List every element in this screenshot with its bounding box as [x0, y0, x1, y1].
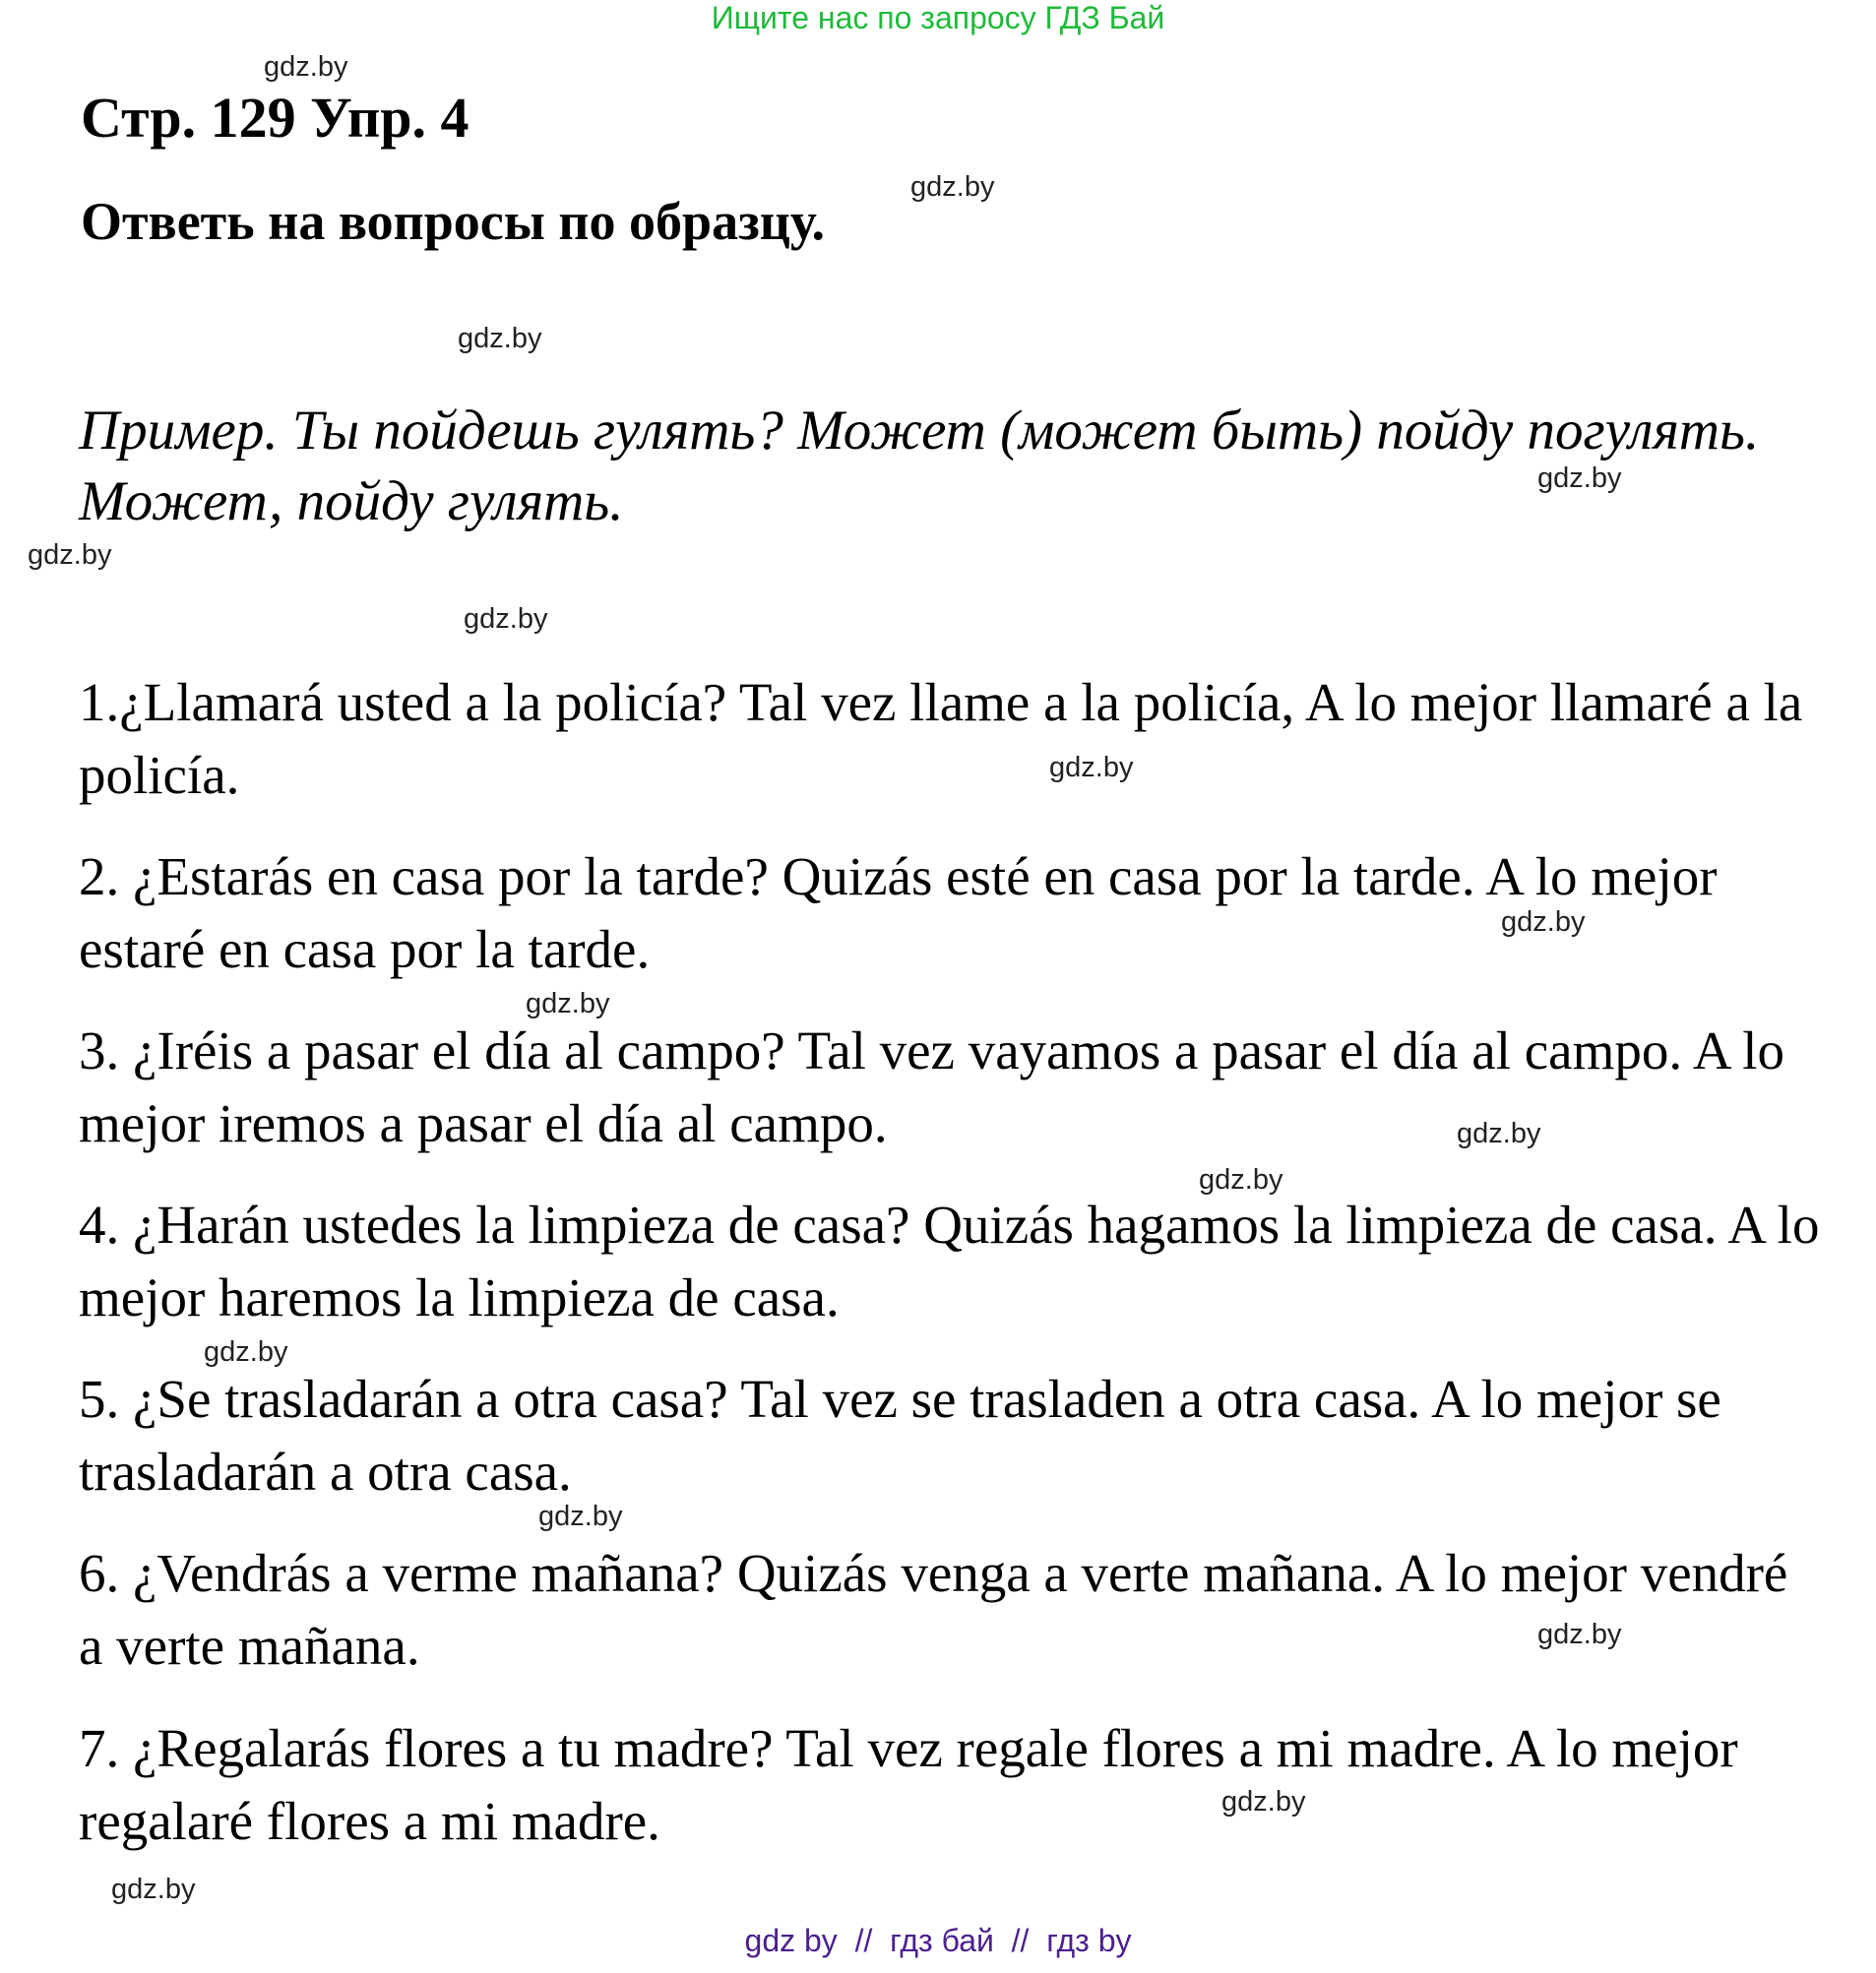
task-instruction: Ответь на вопросы по образцу.	[81, 192, 825, 251]
watermark: gdz.by	[526, 988, 610, 1019]
watermark: gdz.by	[1501, 906, 1586, 938]
watermark: gdz.by	[1049, 752, 1134, 783]
answer-item: 5. ¿Se trasladarán a otra casa? Tal vez se trasladen a otra casa. A lo mejor se trasladarán a otra casa.	[79, 1369, 1721, 1502]
watermark: gdz.by	[111, 1874, 196, 1905]
watermark: gdz.by	[1537, 462, 1622, 494]
watermark: gdz.by	[1199, 1164, 1283, 1196]
watermark: gdz.by	[264, 51, 348, 83]
watermark: gdz.by	[458, 323, 542, 354]
watermark: gdz.by	[28, 539, 112, 571]
watermark: gdz.by	[464, 603, 548, 635]
watermark: gdz.by	[1221, 1786, 1306, 1818]
example-text: Пример. Ты пойдешь гулять? Может (может быть) пойду погулять. Может, пойду гулять.	[79, 400, 1760, 532]
watermark: gdz.by	[204, 1336, 288, 1368]
answer-item: 3. ¿Iréis a pasar el día al campo? Tal vez vayamos a pasar el día al campo. A lo mejor iremos a pasar el día al campo.	[79, 1020, 1785, 1153]
watermark: gdz.by	[1537, 1619, 1622, 1650]
watermark: gdz.by	[1457, 1118, 1541, 1149]
watermark: gdz.by	[538, 1501, 623, 1532]
search-banner: Ищите нас по запросу ГДЗ Бай	[711, 0, 1165, 35]
footer-links: gdz by // гдз бай // гдз by	[744, 1923, 1132, 1958]
watermark: gdz.by	[910, 171, 995, 203]
answer-item: 1.¿Llamará usted a la policía? Tal vez llame a la policía, A lo mejor llamaré a la policía.	[79, 672, 1803, 805]
answer-item: 2. ¿Estarás en casa por la tarde? Quizás esté en casa por la tarde. A lo mejor estaré en casa por la tarde.	[79, 846, 1718, 979]
page-title: Стр. 129 Упр. 4	[81, 86, 469, 150]
answer-item: 6. ¿Vendrás a verme mañana? Quizás venga a verte mañana. A lo mejor vendré a verte mañana.	[79, 1543, 1788, 1676]
answer-item: 4. ¿Harán ustedes la limpieza de casa? Quizás hagamos la limpieza de casa. A lo mejor haremos la limpieza de casa.	[79, 1195, 1820, 1327]
answer-item: 7. ¿Regalarás flores a tu madre? Tal vez regale flores a mi madre. A lo mejor regalaré flores a mi madre.	[79, 1718, 1738, 1851]
